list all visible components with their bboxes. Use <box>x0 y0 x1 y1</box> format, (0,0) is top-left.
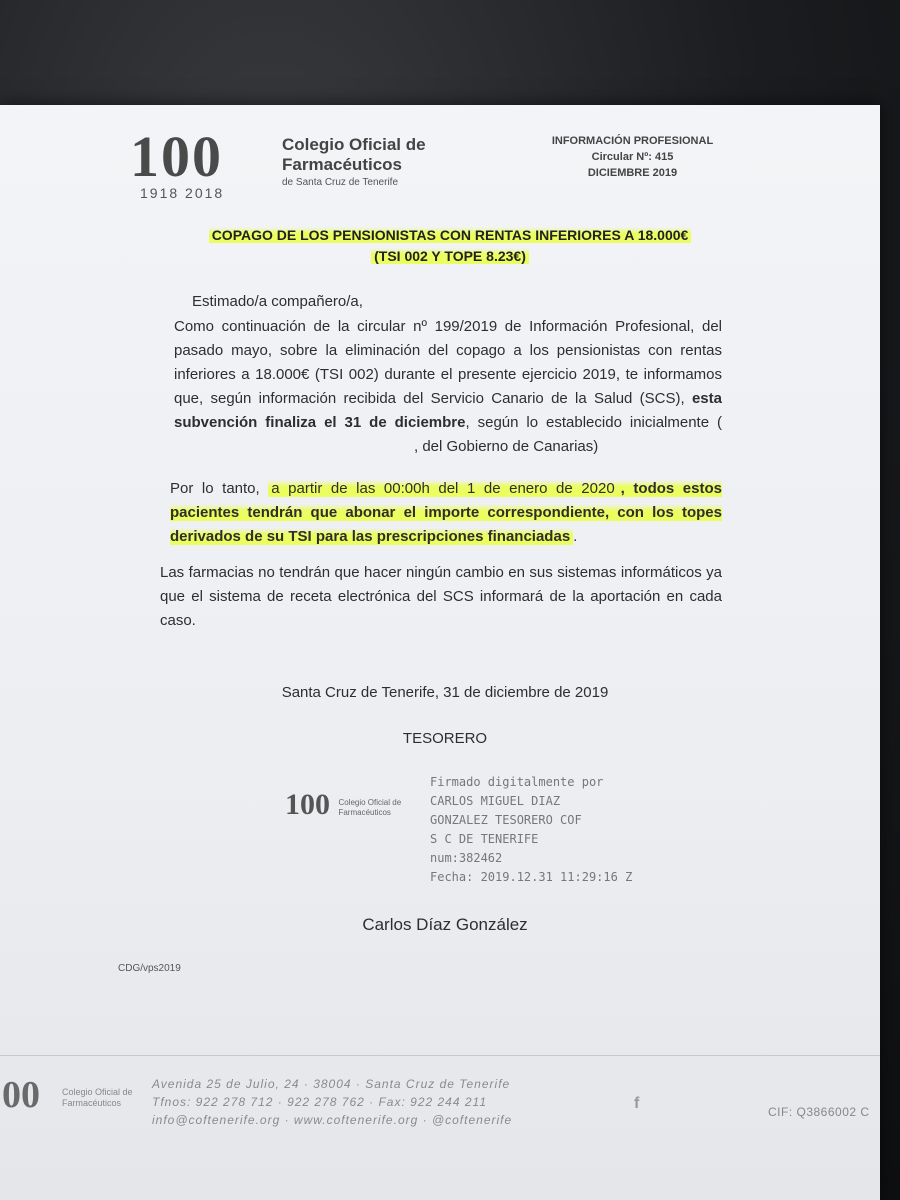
circular-date: DICIEMBRE 2019 <box>587 167 678 179</box>
footer-divider <box>0 1055 880 1056</box>
sig-line5: num:382462 <box>430 851 503 865</box>
org-name-line3: de Santa Cruz de Tenerife <box>282 177 399 188</box>
p1-text-3: , del Gobierno de Canarias) <box>414 438 599 455</box>
document-title <box>150 225 750 267</box>
signature-logo-text2: Farmacéuticos <box>338 808 391 817</box>
org-name-line2: Farmacéuticos <box>282 155 402 174</box>
paragraph-1 <box>174 315 722 459</box>
sig-line3: GONZALEZ TESORERO COF <box>430 813 582 827</box>
footer-cif: CIF: Q3866002 C <box>768 1105 870 1119</box>
paragraph-3: Las farmacias no tendrán que hacer ningún cambio en sus sistemas informáticos ya que el sistema de receta electrónica del SCS informará de la aportación en cada caso. <box>160 564 722 629</box>
header-info <box>545 133 720 181</box>
p1-text: Como continuación de la circular nº 199/2019 de Información Profesional, del pasado mayo, sobre la eliminación del copago a los pensionistas con rentas inferiores a 18.000€ (TSI 002) durante el presente ejercicio 2019, te informamos que, según información recibida del Servicio Canario de la Salud (SCS), <box>174 318 722 407</box>
signature-logo-number: 100 <box>285 788 330 821</box>
facebook-icon: f <box>634 1095 640 1112</box>
footer-org-line1: Colegio Oficial de <box>62 1087 133 1097</box>
circular-number: Circular Nº: 415 <box>591 151 674 163</box>
sig-line1: Firmado digitalmente por <box>430 775 604 789</box>
footer-org <box>62 1087 133 1109</box>
signer-role: TESORERO <box>402 730 488 747</box>
digital-signature <box>430 773 632 887</box>
reference-code: CDG/vps2019 <box>118 963 181 974</box>
org-name-line1: Colegio Oficial de <box>282 135 426 154</box>
sig-line2: CARLOS MIGUEL DIAZ <box>430 794 561 808</box>
info-title: INFORMACIÓN PROFESIONAL <box>551 135 714 147</box>
footer-web: info@coftenerife.org · www.coftenerife.org · @coftenerife <box>152 1113 513 1127</box>
footer-contact <box>152 1075 512 1129</box>
logo-years: 1918 2018 <box>140 185 225 201</box>
p2-text: Por lo tanto, <box>170 480 269 497</box>
signer-name: Carlos Díaz González <box>362 915 528 934</box>
document-page <box>0 105 880 1200</box>
p2-end: . <box>573 528 578 545</box>
footer-phones: Tfnos: 922 278 712 · 922 278 762 · Fax: 922 244 211 <box>152 1095 487 1109</box>
sig-line6: Fecha: 2019.12.31 11:29:16 Z <box>430 870 633 884</box>
footer-address: Avenida 25 de Julio, 24 · 38004 · Santa Cruz de Tenerife <box>152 1077 511 1091</box>
footer-org-line2: Farmacéuticos <box>62 1098 122 1108</box>
p2-bold: , todos estos pacientes tendrán que abonar el importe correspondiente, con los topes derivados de su TSI para las prescripciones financiadas <box>170 480 722 545</box>
footer-logo-number: 00 <box>2 1074 40 1116</box>
signature-logo-text1: Colegio Oficial de <box>338 798 402 807</box>
place-date: Santa Cruz de Tenerife, 31 de diciembre de 2019 <box>281 684 609 701</box>
title-line1: COPAGO DE LOS PENSIONISTAS CON RENTAS INFERIORES A 18.000€ <box>209 227 692 243</box>
greeting: Estimado/a compañero/a, <box>192 293 363 310</box>
title-line2: (TSI 002 Y TOPE 8.23€) <box>371 248 529 264</box>
p1-bold: esta subvención finaliza el 31 de diciembre <box>174 390 722 431</box>
logo-number: 100 <box>130 124 223 189</box>
p2-highlight: a partir de las 00:00h del 1 de enero de 2020 <box>268 480 617 497</box>
signature-logo <box>285 788 401 822</box>
paragraph-2 <box>170 477 722 549</box>
sig-line4: S C DE TENERIFE <box>430 832 539 846</box>
p1-text-2: , según lo establecido inicialmente ( <box>465 414 723 431</box>
